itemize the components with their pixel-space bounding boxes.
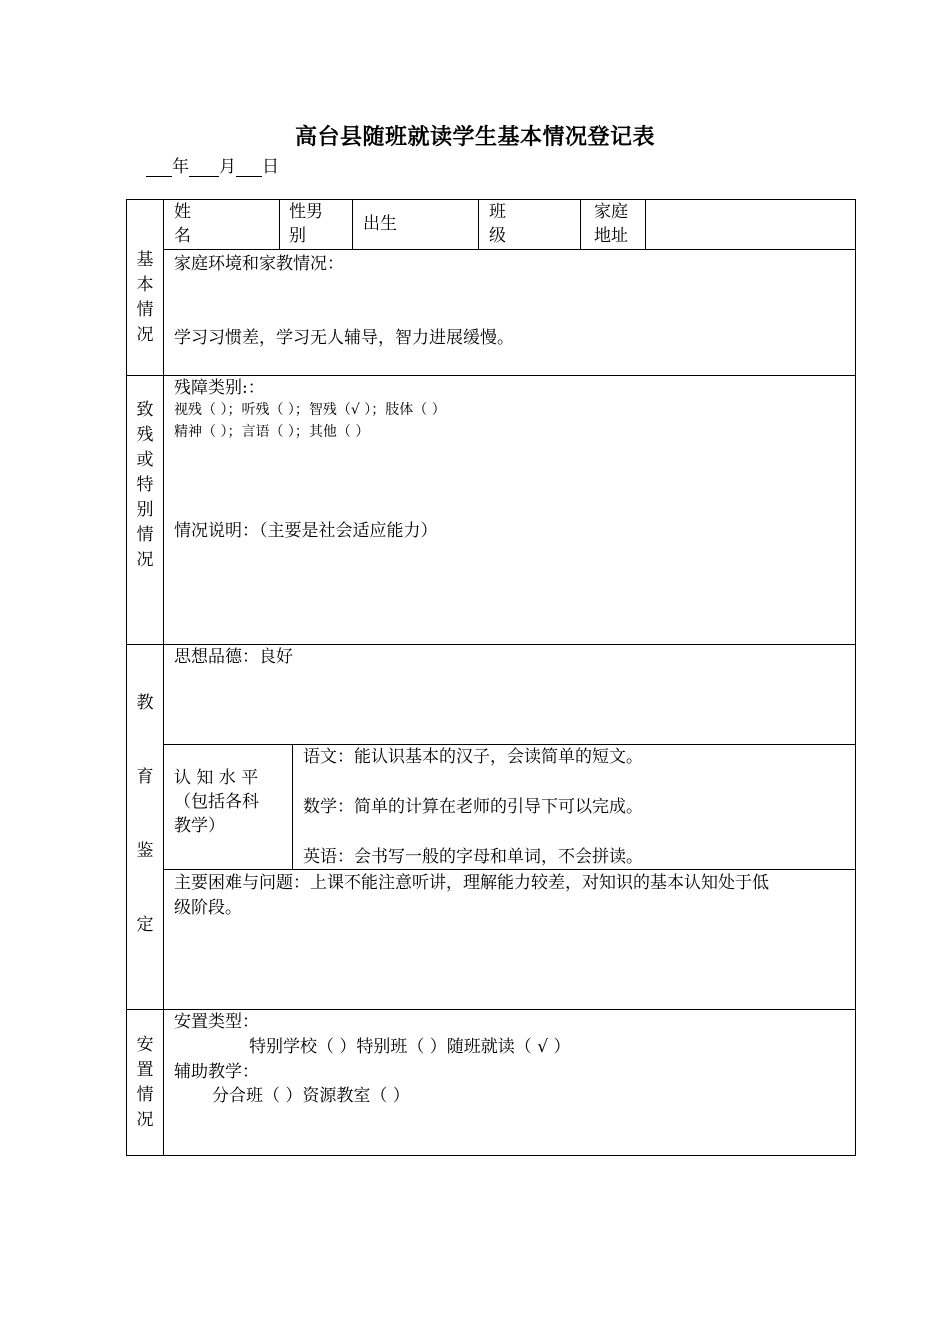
aux-teaching-label: 辅助教学：	[174, 1062, 259, 1082]
math-text: 数学：简单的计算在老师的引导下可以完成。	[303, 797, 643, 817]
family-text: 学习习惯差，学习无人辅导，智力进展缓慢。	[174, 328, 514, 348]
year-label: 年	[172, 157, 189, 177]
chinese-text: 语文：能认识基本的汉子，会读简单的短文。	[303, 747, 643, 767]
address-label: 家庭 地址	[594, 202, 628, 246]
disability-type-line1: 视残（ ）；听残（ ）；智残（√ ）；肢体（ ）	[174, 402, 446, 418]
month-label: 月	[219, 157, 236, 177]
cell-divider	[478, 199, 479, 249]
difficulty-text-line2: 级阶段。	[174, 898, 242, 918]
date-line	[146, 152, 279, 177]
name-value-field[interactable]	[200, 202, 276, 246]
cell-divider	[292, 744, 293, 869]
english-text: 英语：会书写一般的字母和单词，不会拼读。	[303, 847, 643, 867]
name-label: 姓 名	[174, 202, 191, 246]
disability-type-line2: 精神（ ）；言语（ ）；其他（ ）	[174, 424, 370, 440]
address-value-field[interactable]	[648, 202, 853, 246]
placement-type-options: 特别学校（ ）特别班（ ）随班就读（ √ ）	[249, 1037, 571, 1057]
cognitive-label: 认 知 水 平 （包括各科 教学）	[174, 768, 259, 836]
section-label-placement: 安 置 情 况	[136, 1035, 154, 1130]
placement-type-label: 安置类型：	[174, 1012, 259, 1032]
section-label-disability: 致 残 或 特 别 情 况	[136, 400, 154, 570]
disability-type-label: 残障类别:：	[174, 378, 265, 398]
row-divider	[163, 869, 856, 870]
cell-divider	[645, 199, 646, 249]
form-title: 高台县随班就读学生基本情况登记表	[294, 124, 655, 150]
day-label: 日	[262, 157, 279, 177]
gender-label: 性男 别	[289, 202, 323, 246]
cell-divider	[279, 199, 280, 249]
moral-text: 思想品德：良好	[174, 647, 293, 667]
day-blank[interactable]	[236, 159, 262, 177]
cell-divider	[352, 199, 353, 249]
year-blank[interactable]	[146, 159, 172, 177]
disability-desc-label: 情况说明：（主要是社会适应能力）	[174, 521, 438, 541]
section-label-education: 教 育 鉴 定	[136, 693, 154, 935]
aux-teaching-options: 分合班（ ）资源教室（ ）	[212, 1086, 410, 1106]
class-label: 班 级	[489, 202, 506, 246]
cell-divider	[580, 199, 581, 249]
row-divider	[163, 249, 856, 250]
difficulty-text-line1: 主要困难与问题：上课不能注意听讲，理解能力较差，对知识的基本认知处于低	[174, 873, 769, 893]
birth-label: 出生	[363, 214, 397, 234]
section-label-basic: 基 本 情 况	[136, 250, 154, 345]
month-blank[interactable]	[189, 159, 219, 177]
family-label: 家庭环境和家教情况：	[174, 254, 344, 274]
label-column-divider	[163, 199, 164, 1156]
